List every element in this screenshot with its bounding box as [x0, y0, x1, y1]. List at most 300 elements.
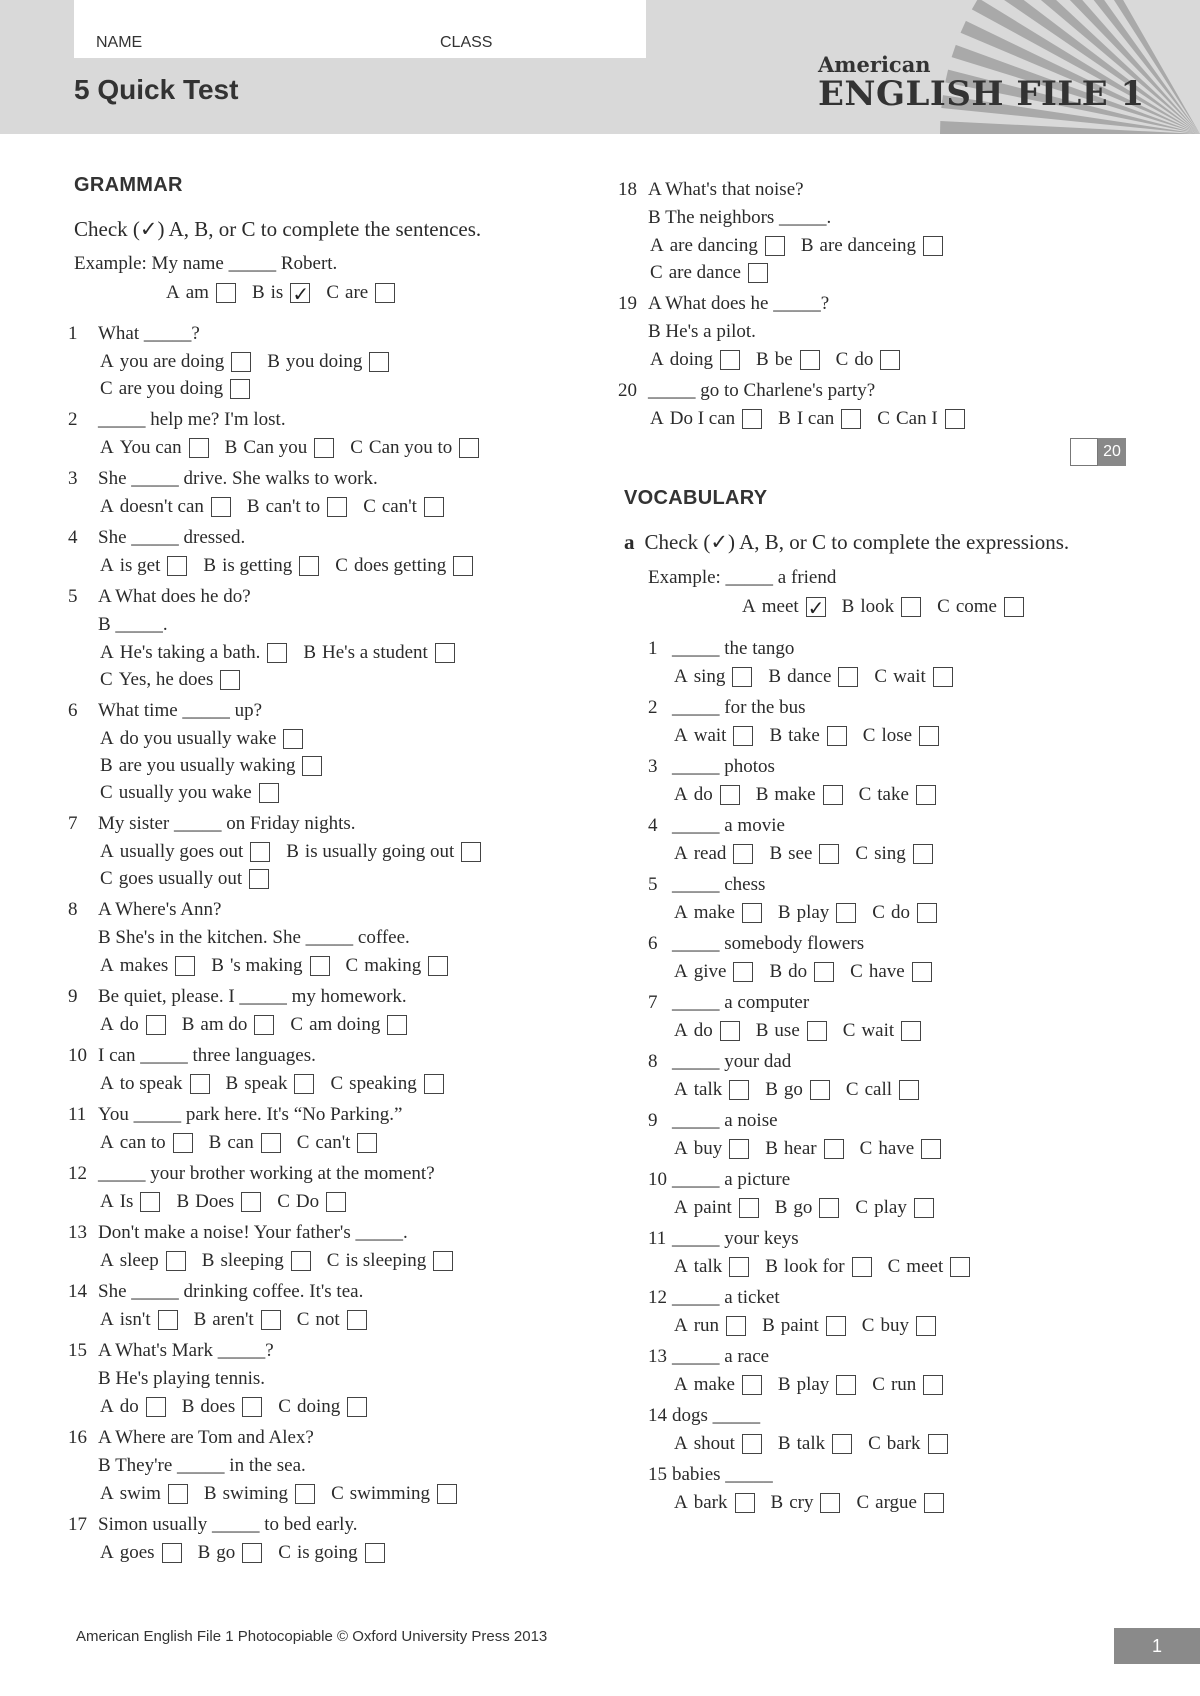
option-letter: C	[862, 724, 876, 746]
option-row	[98, 666, 471, 693]
answer-checkbox[interactable]	[424, 497, 444, 517]
grammar-question	[68, 583, 471, 693]
answer-checkbox[interactable]	[901, 597, 921, 617]
option-a[interactable]	[100, 552, 187, 580]
option-a[interactable]	[650, 346, 740, 374]
question-text: _____ a race	[672, 1346, 770, 1367]
option-a[interactable]	[100, 1247, 186, 1275]
answer-checkbox[interactable]	[729, 1139, 749, 1159]
answer-checkbox[interactable]	[250, 842, 270, 862]
answer-checkbox[interactable]	[216, 283, 236, 303]
option-letter: B	[176, 1190, 190, 1212]
grammar-question	[68, 406, 495, 461]
answer-checkbox[interactable]	[459, 438, 479, 458]
option-b[interactable]	[765, 1253, 871, 1281]
answer-checkbox[interactable]	[819, 1198, 839, 1218]
answer-checkbox[interactable]	[158, 1310, 178, 1330]
grammar-score	[1070, 438, 1126, 466]
answer-checkbox[interactable]	[807, 1021, 827, 1041]
answer-checkbox[interactable]	[729, 1080, 749, 1100]
option-row	[98, 1070, 460, 1097]
grammar-question	[68, 1219, 469, 1274]
answer-checkbox[interactable]	[742, 1375, 762, 1395]
option-a[interactable]	[100, 1070, 210, 1098]
option-letter: C	[855, 842, 869, 864]
option-c[interactable]	[100, 865, 269, 893]
question-number: 1	[648, 638, 658, 659]
option-letter: A	[100, 727, 114, 749]
option-b[interactable]	[768, 663, 858, 691]
question-text: You _____ park here. It's “No Parking.”	[98, 1104, 403, 1125]
answer-checkbox[interactable]	[800, 350, 820, 370]
answer-checkbox[interactable]	[162, 1543, 182, 1563]
answer-checkbox[interactable]	[912, 962, 932, 982]
answer-checkbox[interactable]	[924, 1493, 944, 1513]
answer-checkbox[interactable]	[190, 1074, 210, 1094]
option-letter: B	[800, 234, 814, 256]
answer-checkbox[interactable]	[945, 409, 965, 429]
option-a[interactable]	[674, 1371, 762, 1399]
answer-checkbox[interactable]	[841, 409, 861, 429]
option-a[interactable]	[100, 639, 287, 667]
answer-checkbox[interactable]	[928, 1434, 948, 1454]
option-a[interactable]	[674, 899, 762, 927]
option-c[interactable]	[100, 666, 240, 694]
option-a[interactable]	[650, 232, 785, 260]
answer-checkbox[interactable]	[375, 283, 395, 303]
answer-checkbox[interactable]	[327, 497, 347, 517]
option-c[interactable]	[650, 259, 768, 287]
option-letter: B	[765, 1255, 778, 1277]
option-a[interactable]	[674, 1489, 755, 1517]
answer-checkbox[interactable]	[733, 844, 753, 864]
answer-checkbox[interactable]	[261, 1310, 281, 1330]
grammar-question	[68, 810, 497, 892]
option-letter: C	[335, 554, 348, 576]
option-a[interactable]	[674, 722, 753, 750]
answer-checkbox[interactable]	[146, 1397, 166, 1417]
answer-checkbox[interactable]	[1004, 597, 1024, 617]
vocabulary-question	[648, 1048, 935, 1103]
option-letter: B	[225, 1072, 239, 1094]
option-row	[672, 1430, 964, 1457]
answer-checkbox[interactable]	[167, 556, 187, 576]
answer-checkbox[interactable]	[173, 1133, 193, 1153]
option-b[interactable]	[778, 1430, 852, 1458]
answer-checkbox[interactable]	[914, 1198, 934, 1218]
answer-checkbox[interactable]	[732, 667, 752, 687]
option-b[interactable]	[225, 434, 335, 462]
answer-checkbox[interactable]	[720, 785, 740, 805]
answer-checkbox[interactable]	[299, 556, 319, 576]
option-text: go	[793, 1196, 813, 1218]
answer-checkbox[interactable]	[820, 1493, 840, 1513]
option-b[interactable]	[769, 840, 839, 868]
option-a[interactable]	[674, 1430, 762, 1458]
option-c[interactable]	[859, 781, 936, 809]
answer-checkbox[interactable]	[742, 1434, 762, 1454]
option-c[interactable]	[868, 1430, 947, 1458]
option-a[interactable]	[100, 493, 231, 521]
vocabulary-question	[648, 989, 937, 1044]
answer-checkbox[interactable]	[175, 956, 195, 976]
option-a[interactable]	[100, 1306, 178, 1334]
answer-checkbox[interactable]	[733, 962, 753, 982]
answer-checkbox[interactable]	[166, 1251, 186, 1271]
answer-checkbox[interactable]	[824, 1139, 844, 1159]
answer-checkbox[interactable]	[347, 1310, 367, 1330]
grammar-example-sentence: Example: My name _____ Robert.	[74, 253, 338, 274]
option-letter: B	[211, 954, 224, 976]
answer-checkbox[interactable]	[729, 1257, 749, 1277]
option-letter: B	[203, 1482, 217, 1504]
option-c[interactable]	[327, 1247, 453, 1275]
option-b[interactable]	[765, 1135, 843, 1163]
option-a[interactable]	[100, 1539, 182, 1567]
option-c[interactable]	[278, 1393, 367, 1421]
question-number: 14	[68, 1281, 87, 1302]
answer-checkbox[interactable]	[923, 236, 943, 256]
option-a[interactable]	[674, 1017, 740, 1045]
answer-checkbox[interactable]	[387, 1015, 407, 1035]
answer-checkbox[interactable]	[249, 869, 269, 889]
answer-checkbox[interactable]	[832, 1434, 852, 1454]
answer-checkbox[interactable]	[140, 1192, 160, 1212]
answer-checkbox[interactable]	[720, 350, 740, 370]
option-b[interactable]	[756, 781, 843, 809]
answer-checkbox[interactable]	[291, 1251, 311, 1271]
option-c[interactable]	[297, 1306, 367, 1334]
option-a[interactable]	[100, 1188, 160, 1216]
option-a[interactable]	[674, 1312, 746, 1340]
option-letter: B	[100, 754, 113, 776]
option-c[interactable]	[888, 1253, 971, 1281]
answer-checkbox[interactable]	[739, 1198, 759, 1218]
answer-checkbox[interactable]	[899, 1080, 919, 1100]
vocabulary-title: VOCABULARY	[624, 487, 768, 509]
option-letter: B	[197, 1541, 211, 1563]
option-b[interactable]	[198, 1539, 263, 1567]
question-text: She _____ drive. She walks to work.	[98, 468, 378, 489]
answer-checkbox[interactable]	[735, 1493, 755, 1513]
option-a[interactable]	[674, 958, 753, 986]
option-b[interactable]	[303, 639, 454, 667]
answer-checkbox[interactable]	[880, 350, 900, 370]
option-letter: B	[768, 665, 782, 687]
answer-checkbox[interactable]	[242, 1543, 262, 1563]
option-a[interactable]	[100, 1011, 166, 1039]
name-label: NAME	[96, 34, 143, 51]
option-b[interactable]	[769, 722, 846, 750]
question-text: _____ a picture	[672, 1169, 791, 1190]
answer-checkbox[interactable]	[917, 903, 937, 923]
answer-checkbox[interactable]	[283, 729, 303, 749]
option-b[interactable]	[778, 1371, 856, 1399]
option-letter: B	[181, 1013, 195, 1035]
option-c[interactable]	[277, 1188, 346, 1216]
option-row	[672, 1194, 950, 1221]
option-letter: B	[769, 724, 783, 746]
answer-checkbox[interactable]	[261, 1133, 281, 1153]
option-c[interactable]	[350, 434, 479, 462]
option-text: am	[185, 281, 209, 303]
answer-checkbox[interactable]	[220, 670, 240, 690]
option-a[interactable]	[742, 593, 826, 621]
option-a[interactable]	[674, 1194, 759, 1222]
answer-checkbox[interactable]	[314, 438, 334, 458]
option-c[interactable]	[346, 952, 449, 980]
option-letter: A	[650, 348, 664, 370]
answer-checkbox[interactable]	[365, 1543, 385, 1563]
part-letter: a	[624, 530, 635, 554]
answer-checkbox[interactable]	[726, 1316, 746, 1336]
option-b[interactable]	[247, 493, 347, 521]
answer-checkbox[interactable]	[826, 1316, 846, 1336]
option-text: sleep	[119, 1249, 159, 1271]
option-b[interactable]	[778, 899, 856, 927]
option-text: give	[693, 960, 727, 982]
option-text: play	[796, 901, 830, 923]
answer-checkbox[interactable]	[435, 643, 455, 663]
question-text: Simon usually _____ to bed early.	[98, 1514, 358, 1535]
answer-checkbox[interactable]	[742, 409, 762, 429]
option-text: take	[877, 783, 909, 805]
option-b[interactable]	[194, 1306, 281, 1334]
option-b[interactable]	[801, 232, 943, 260]
option-b[interactable]	[203, 552, 319, 580]
option-letter: C	[326, 1249, 340, 1271]
option-c[interactable]	[937, 593, 1024, 621]
option-c[interactable]	[874, 663, 952, 691]
answer-checkbox[interactable]	[827, 726, 847, 746]
answer-checkbox[interactable]	[189, 438, 209, 458]
answer-checkbox[interactable]	[916, 1316, 936, 1336]
answer-checkbox[interactable]	[433, 1251, 453, 1271]
option-a[interactable]	[650, 405, 762, 433]
option-b[interactable]	[204, 1480, 315, 1508]
option-a[interactable]	[674, 840, 753, 868]
option-a[interactable]	[100, 725, 303, 753]
answer-checkbox[interactable]	[310, 956, 330, 976]
option-c[interactable]	[860, 1135, 942, 1163]
option-b[interactable]	[209, 1129, 281, 1157]
answer-checkbox[interactable]	[211, 497, 231, 517]
answer-checkbox[interactable]	[428, 956, 448, 976]
option-c[interactable]	[862, 1312, 936, 1340]
option-letter: C	[650, 261, 663, 283]
question-number: 18	[618, 179, 637, 200]
question-text: A What does he do?	[98, 586, 251, 607]
option-c[interactable]	[326, 279, 395, 307]
option-c[interactable]	[297, 1129, 378, 1157]
answer-checkbox[interactable]	[453, 556, 473, 576]
answer-checkbox[interactable]	[461, 842, 481, 862]
option-letter: C	[345, 954, 359, 976]
option-b[interactable]	[775, 1194, 840, 1222]
option-c[interactable]	[877, 405, 964, 433]
option-b[interactable]	[226, 1070, 315, 1098]
vocabulary-instruction: Check (✓) A, B, or C to complete the expressions.	[644, 530, 1070, 554]
score-input-box[interactable]	[1070, 438, 1098, 466]
grammar-question	[68, 1278, 383, 1333]
option-letter: C	[296, 1131, 310, 1153]
option-a[interactable]	[100, 952, 195, 980]
option-text: is sleeping	[345, 1249, 427, 1271]
option-a[interactable]	[674, 1076, 749, 1104]
option-a[interactable]	[100, 1480, 188, 1508]
option-b[interactable]	[267, 348, 389, 376]
option-c[interactable]	[872, 1371, 943, 1399]
option-b[interactable]	[211, 952, 329, 980]
option-b[interactable]	[182, 1011, 275, 1039]
option-letter: C	[100, 668, 113, 690]
option-letter: A	[674, 1078, 688, 1100]
answer-checkbox[interactable]	[241, 1192, 261, 1212]
answer-checkbox[interactable]	[720, 1021, 740, 1041]
option-b[interactable]	[100, 752, 322, 780]
option-c[interactable]	[843, 1017, 921, 1045]
answer-checkbox[interactable]	[901, 1021, 921, 1041]
answer-checkbox[interactable]	[290, 283, 310, 303]
answer-checkbox[interactable]	[742, 903, 762, 923]
option-text: go	[216, 1541, 236, 1563]
answer-checkbox[interactable]	[347, 1397, 367, 1417]
option-b[interactable]	[778, 405, 861, 433]
answer-checkbox[interactable]	[823, 785, 843, 805]
option-b[interactable]	[286, 838, 481, 866]
answer-checkbox[interactable]	[814, 962, 834, 982]
option-c[interactable]	[100, 375, 250, 403]
option-letter: B	[267, 350, 280, 372]
option-text: wait	[693, 724, 727, 746]
option-text: make	[693, 1373, 735, 1395]
option-text: see	[788, 842, 813, 864]
answer-checkbox[interactable]	[765, 236, 785, 256]
answer-checkbox[interactable]	[369, 352, 389, 372]
option-letter: C	[835, 348, 849, 370]
option-b[interactable]	[202, 1247, 311, 1275]
answer-checkbox[interactable]	[913, 844, 933, 864]
answer-checkbox[interactable]	[254, 1015, 274, 1035]
option-c[interactable]	[278, 1539, 384, 1567]
answer-checkbox[interactable]	[267, 643, 287, 663]
answer-checkbox[interactable]	[242, 1397, 262, 1417]
answer-checkbox[interactable]	[146, 1015, 166, 1035]
option-b[interactable]	[765, 1076, 830, 1104]
answer-checkbox[interactable]	[923, 1375, 943, 1395]
answer-checkbox[interactable]	[836, 903, 856, 923]
option-a[interactable]	[100, 434, 209, 462]
option-c[interactable]	[335, 552, 473, 580]
option-letter: C	[861, 1314, 875, 1336]
option-c[interactable]	[855, 840, 932, 868]
option-a[interactable]	[674, 1253, 749, 1281]
answer-checkbox[interactable]	[748, 263, 768, 283]
answer-checkbox[interactable]	[819, 844, 839, 864]
answer-checkbox[interactable]	[733, 726, 753, 746]
option-c[interactable]	[331, 1480, 457, 1508]
question-number: 13	[648, 1346, 667, 1367]
option-b[interactable]	[182, 1393, 263, 1421]
option-c[interactable]	[855, 1194, 933, 1222]
answer-checkbox[interactable]	[295, 1484, 315, 1504]
option-row	[98, 1188, 435, 1215]
option-row	[648, 405, 981, 432]
answer-checkbox[interactable]	[230, 379, 250, 399]
option-b[interactable]	[842, 593, 921, 621]
option-letter: C	[868, 1432, 881, 1454]
answer-checkbox[interactable]	[950, 1257, 970, 1277]
option-letter: A	[674, 724, 688, 746]
answer-checkbox[interactable]	[294, 1074, 314, 1094]
option-a[interactable]	[100, 1129, 193, 1157]
answer-checkbox[interactable]	[259, 783, 279, 803]
answer-checkbox[interactable]	[437, 1484, 457, 1504]
answer-checkbox[interactable]	[921, 1139, 941, 1159]
option-a[interactable]	[166, 279, 236, 307]
answer-checkbox[interactable]	[168, 1484, 188, 1504]
option-c[interactable]	[856, 1489, 944, 1517]
option-c[interactable]	[872, 899, 937, 927]
option-c[interactable]	[846, 1076, 919, 1104]
option-row	[98, 639, 471, 666]
option-row	[672, 1076, 935, 1103]
option-a[interactable]	[674, 663, 752, 691]
option-c[interactable]	[836, 346, 901, 374]
option-c[interactable]	[850, 958, 932, 986]
option-letter: B	[208, 1131, 222, 1153]
option-a[interactable]	[100, 348, 251, 376]
answer-checkbox[interactable]	[836, 1375, 856, 1395]
option-b[interactable]	[769, 958, 834, 986]
option-c[interactable]	[100, 779, 279, 807]
answer-checkbox[interactable]	[838, 667, 858, 687]
option-text: make	[693, 901, 735, 923]
option-b[interactable]	[252, 279, 310, 307]
answer-checkbox[interactable]	[806, 597, 826, 617]
option-b[interactable]	[756, 346, 820, 374]
option-b[interactable]	[176, 1188, 261, 1216]
option-text: cry	[789, 1491, 814, 1513]
option-b[interactable]	[756, 1017, 827, 1045]
option-text: play	[874, 1196, 907, 1218]
option-c[interactable]	[330, 1070, 443, 1098]
option-b[interactable]	[771, 1489, 841, 1517]
option-a[interactable]	[674, 1135, 749, 1163]
option-c[interactable]	[290, 1011, 407, 1039]
answer-checkbox[interactable]	[231, 352, 251, 372]
answer-checkbox[interactable]	[916, 785, 936, 805]
answer-checkbox[interactable]	[852, 1257, 872, 1277]
option-text: aren't	[212, 1308, 254, 1330]
question-number: 2	[68, 409, 78, 430]
answer-checkbox[interactable]	[933, 667, 953, 687]
answer-checkbox[interactable]	[302, 756, 322, 776]
option-a[interactable]	[100, 838, 270, 866]
answer-checkbox[interactable]	[919, 726, 939, 746]
option-text: be	[774, 348, 793, 370]
option-a[interactable]	[674, 781, 740, 809]
answer-checkbox[interactable]	[810, 1080, 830, 1100]
option-letter: B	[765, 1137, 778, 1159]
answer-checkbox[interactable]	[357, 1133, 377, 1153]
option-c[interactable]	[863, 722, 939, 750]
option-a[interactable]	[100, 1393, 166, 1421]
answer-checkbox[interactable]	[326, 1192, 346, 1212]
option-b[interactable]	[762, 1312, 846, 1340]
option-c[interactable]	[363, 493, 444, 521]
answer-checkbox[interactable]	[424, 1074, 444, 1094]
